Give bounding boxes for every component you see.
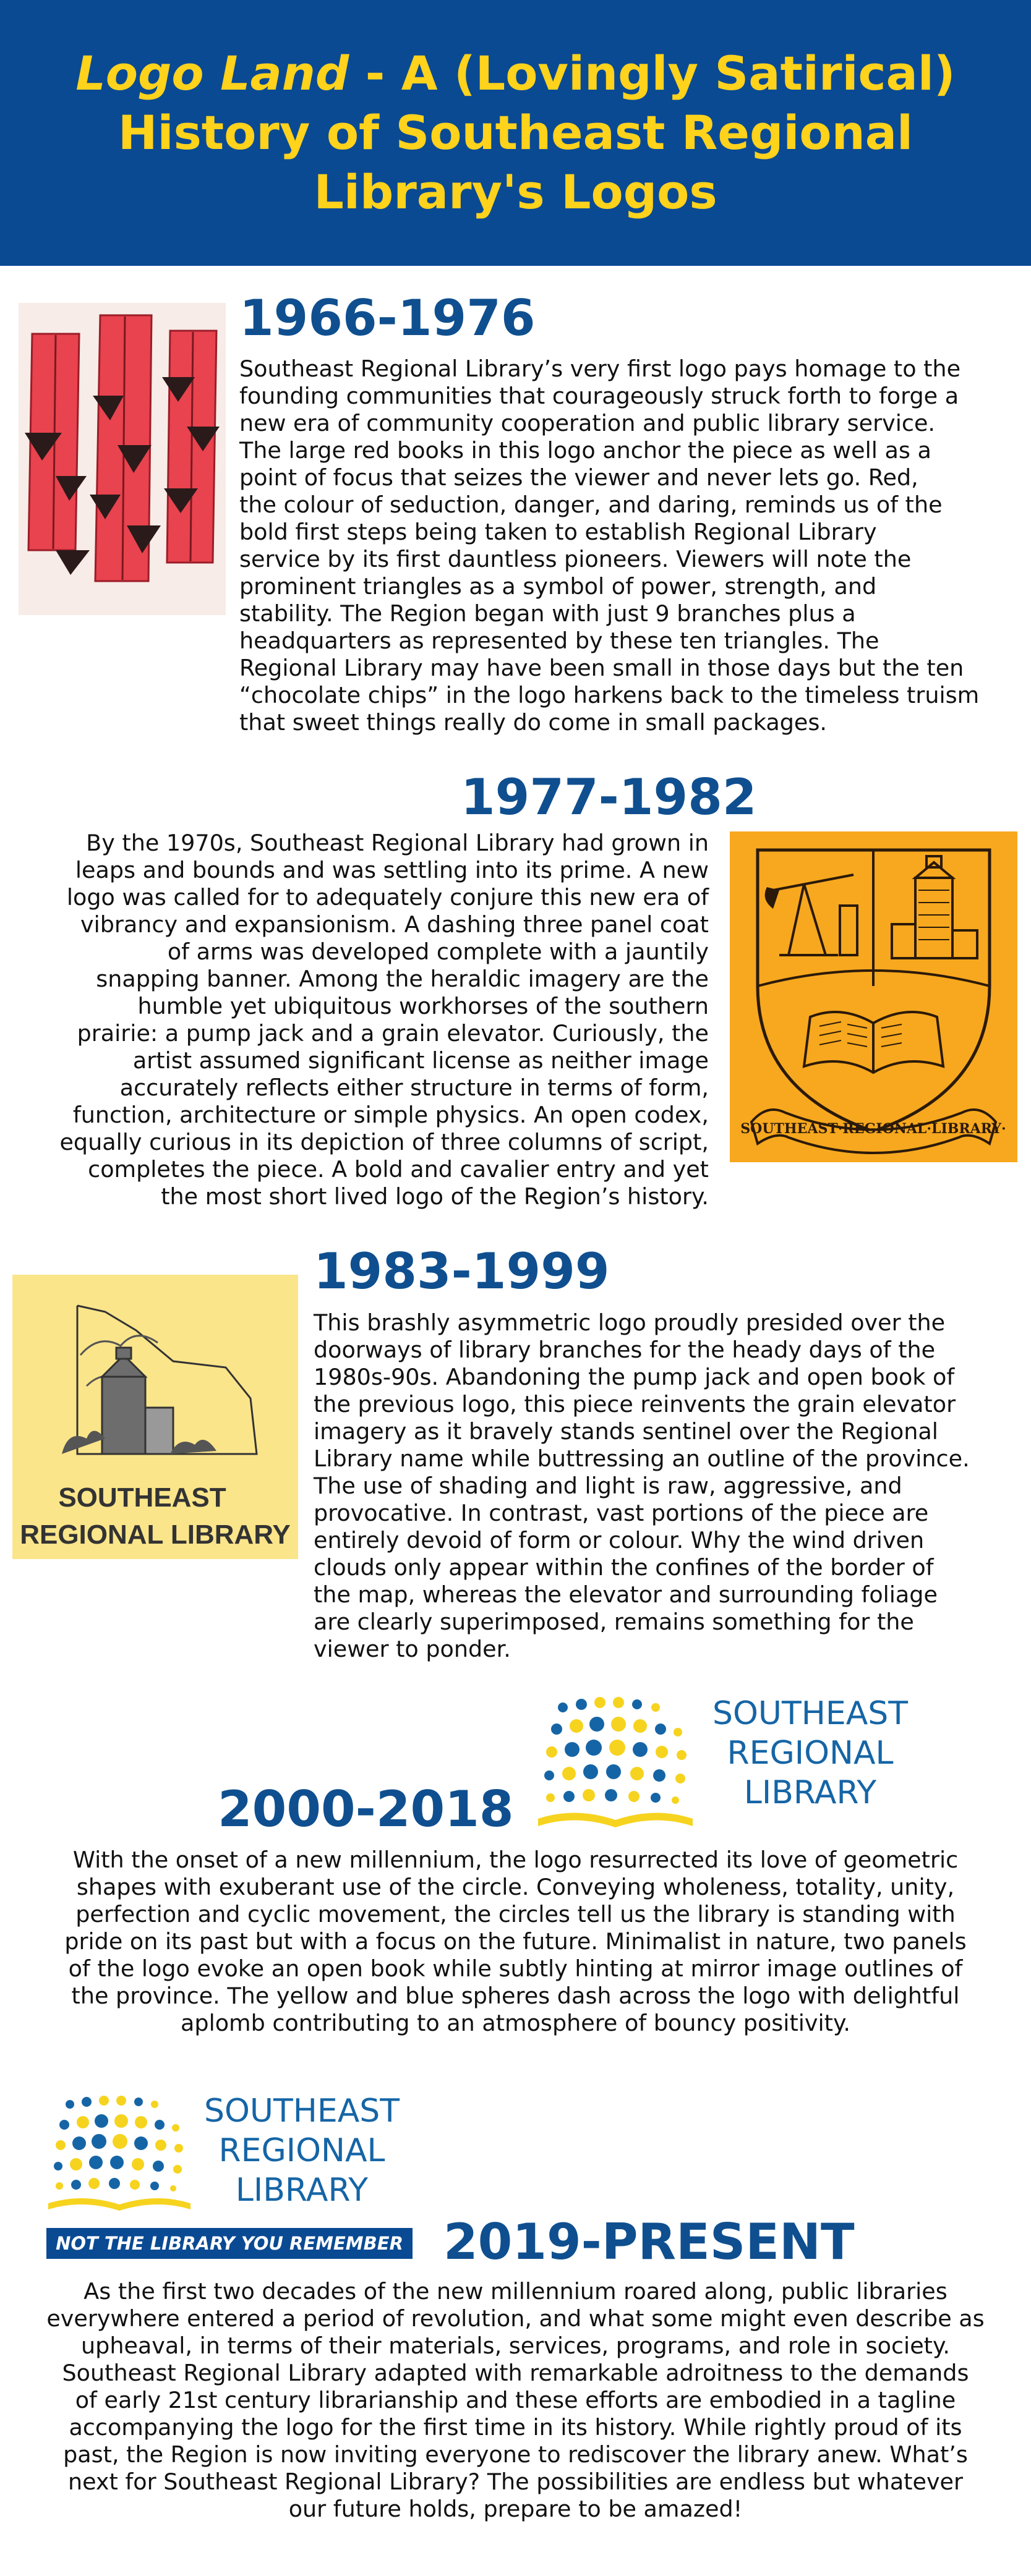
year-2000-2018: 2000-2018 (218, 1780, 514, 1838)
paragraph-2019-present (0, 2278, 1031, 2523)
logo-2019-line: LIBRARY (235, 2172, 369, 2209)
para-line: the most short lived logo of the Region’s history. (161, 1183, 709, 1210)
para-line: leaps and bounds and was settling into its prime. A new (75, 857, 709, 883)
dot-pattern-2019 (54, 2096, 183, 2191)
dot-pattern-2000 (544, 1697, 687, 1804)
para-line: accompanying the logo for the first time in its history. While rightly proud of its (69, 2414, 962, 2441)
logo-2000-dots (538, 1689, 696, 1837)
para-line: Southeast Regional Library’s very first logo pays homage to the (239, 355, 961, 382)
header-banner (0, 0, 1031, 266)
para-line: clouds only appear within the confines of the border of (314, 1554, 934, 1581)
para-line: Library name while buttressing an outline of the province. (314, 1445, 970, 1472)
para-line: the colour of seduction, danger, and daring, reminds us of the (239, 491, 943, 518)
year-2019-present: 2019-PRESENT (443, 2213, 855, 2271)
tagline-banner: NOT THE LIBRARY YOU REMEMBER (46, 2228, 413, 2259)
title-rest: - A (Lovingly Satirical) (349, 46, 956, 101)
para-line: point of focus that seizes the viewer and never lets go. Red, (239, 464, 918, 491)
para-line: of early 21st century librarianship and these efforts are embodied in a tagline (75, 2387, 956, 2413)
para-line: completes the piece. A bold and cavalier entry and yet (88, 1156, 709, 1183)
crest-banner-text: SOUTHEAST·REGIONAL·LIBRARY· (740, 1121, 1006, 1137)
para-line: the map, whereas the elevator and surrounding foliage (314, 1581, 938, 1608)
logo-2019-line: REGIONAL (218, 2132, 385, 2169)
para-line: aplomb contributing to an atmosphere of bouncy positivity. (181, 2010, 850, 2036)
para-line: With the onset of a new millennium, the logo resurrected its love of geometric (72, 1847, 959, 1873)
para-line: viewer to ponder. (314, 1636, 511, 1662)
para-line: new era of community cooperation and public library service. (239, 410, 936, 436)
logo-2000-line: SOUTHEAST (712, 1695, 909, 1732)
para-line: pride on its past but with a focus on the future. Minimalist in nature, two panels (64, 1928, 967, 1955)
para-line: imagery as it bravely stands sentinel over the Regional (314, 1418, 938, 1445)
para-line: doorways of library branches for the heady days of the (314, 1337, 936, 1363)
title-line-3: Library's Logos (314, 164, 717, 219)
para-line: accurately reflects either structure in terms of form, (119, 1074, 709, 1101)
para-line: logo was called for to adequately conjure this new era of (66, 884, 709, 911)
paragraph-2000-2018 (0, 1847, 1031, 2037)
logo-1977-coat-of-arms (730, 831, 1017, 1162)
para-line: shapes with exuberant use of the circle. Conveying wholeness, totality, unity, (76, 1874, 955, 1900)
para-line: prairie: a pump jack and a grain elevator. Curiously, the (77, 1020, 709, 1047)
para-line: “chocolate chips” in the logo harkens back to the timeless truism (239, 682, 980, 708)
para-line: The large red books in this logo anchor the piece as well as a (239, 437, 931, 464)
para-line: equally curious in its depiction of three columns of script, (59, 1129, 709, 1155)
para-line: Regional Library may have been small in those days but the ten (239, 655, 964, 681)
para-line: By the 1970s, Southeast Regional Library had grown in (86, 830, 709, 856)
logo-2019-line: SOUTHEAST (203, 2093, 400, 2130)
para-line: artist assumed significant license as neither image (132, 1047, 709, 1074)
para-line: As the first two decades of the new millennium roared along, public libraries (83, 2278, 948, 2305)
para-line: past, the Region is now inviting everyone to rediscover the library anew. What’s (63, 2441, 968, 2468)
para-line: headquarters as represented by these ten triangles. The (239, 627, 879, 654)
para-line: vibrancy and expansionism. A dashing three panel coat (80, 911, 709, 938)
para-line: snapping banner. Among the heraldic imagery are the (96, 966, 709, 992)
para-line: entirely devoid of form or colour. Why the wind driven (314, 1527, 925, 1554)
para-line: that sweet things really do come in small packages. (239, 709, 827, 736)
year-1966-1976: 1966-1976 (239, 289, 536, 347)
para-line: humble yet ubiquitous workhorses of the southern (137, 993, 709, 1019)
para-line: 1980s-90s. Abandoning the pump jack and open book of (314, 1364, 955, 1390)
para-line: everywhere entered a period of revolution, and what some might even describe as (46, 2305, 985, 2332)
title-line-1 (75, 44, 955, 103)
logo-2019-dots (48, 2091, 203, 2217)
para-line: provocative. In contrast, vast portions of the piece are (314, 1500, 929, 1526)
para-line: stability. The Region began with just 9 branches plus a (239, 600, 856, 627)
para-line: bold first steps being taken to establish Regional Library (239, 519, 877, 545)
para-line: our future holds, prepare to be amazed! (288, 2496, 743, 2522)
paragraph-1966-1976 (239, 355, 979, 736)
para-line: prominent triangles as a symbol of power, strength, and (239, 573, 877, 600)
para-line: perfection and cyclic movement, the circles tell us the library is standing with (75, 1901, 956, 1928)
title-line-2: History of Southeast Regional (118, 105, 913, 160)
para-line: service by its first dauntless pioneers. Viewers will note the (239, 546, 912, 572)
logo-2019-text (197, 2091, 407, 2210)
year-1977-1982: 1977-1982 (461, 768, 757, 826)
para-line: founding communities that courageously struck forth to forge a (239, 383, 959, 409)
logo-1966-red-books (19, 303, 226, 615)
paragraph-1983-1999 (314, 1309, 970, 1663)
para-line: The use of shading and light is raw, aggressive, and (314, 1473, 902, 1499)
para-line: the previous logo, this piece reinvents the grain elevator (314, 1391, 956, 1418)
para-line: Southeast Regional Library adapted with remarkable adroitness to the demands (62, 2360, 969, 2386)
year-1983-1999: 1983-1999 (314, 1243, 610, 1300)
para-line: the province. The yellow and blue spheres dash across the logo with delightful (71, 1983, 960, 2009)
logo-2000-line: REGIONAL (727, 1735, 894, 1772)
para-line: upheaval, in terms of their materials, services, programs, and role in society. (81, 2332, 950, 2359)
para-line: next for Southeast Regional Library? The possibilities are endless but whatever (67, 2468, 964, 2495)
logo-2000-line: LIBRARY (743, 1774, 877, 1811)
logo-2000-text (699, 1694, 922, 1813)
para-line: are clearly superimposed, remains something for the (314, 1609, 914, 1635)
logo-1983-text-southeast: SOUTHEAST (58, 1482, 226, 1513)
title-italic: Logo Land (75, 46, 349, 101)
para-line: This brashly asymmetric logo proudly presided over the (314, 1309, 946, 1336)
logo-1983-text-regional: REGIONAL LIBRARY (20, 1520, 291, 1550)
logo-1983-grain-elevator (12, 1275, 298, 1559)
para-line: function, architecture or simple physics. An open codex, (72, 1102, 709, 1128)
para-line: of arms was developed complete with a jauntily (167, 938, 709, 965)
paragraph-1977-1982 (12, 830, 709, 1210)
para-line: of the logo evoke an open book while subtly hinting at mirror image outlines of (68, 1955, 963, 1982)
